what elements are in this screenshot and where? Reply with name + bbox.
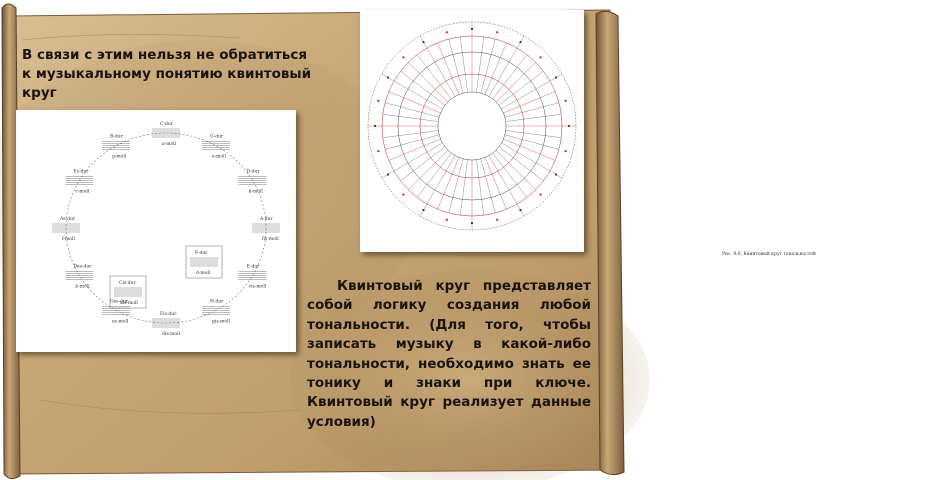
- major-key-label: Es-dur: [73, 169, 89, 175]
- minor-key-label: d-moll: [196, 271, 211, 276]
- wheel-tick-mark: [519, 209, 521, 211]
- wheel-tick-mark: [565, 150, 567, 152]
- major-key-label: H-dur: [210, 299, 224, 305]
- circle-of-fifths-staff-svg: [16, 110, 296, 352]
- wheel-caption: Рис. 9.6. Квинтовый круг тональностей: [722, 252, 816, 257]
- wheel-tick-mark: [422, 41, 424, 43]
- major-key-label: F-dur: [195, 251, 208, 256]
- circle-of-fifths-wheel-image: [360, 10, 816, 257]
- minor-key-label: h-moll: [248, 189, 263, 195]
- minor-key-label: fis-moll: [262, 237, 279, 242]
- circle-of-fifths-staff-diagram: [16, 110, 296, 352]
- heading-line-3: круг: [22, 85, 57, 101]
- minor-key-label: dis-moll: [162, 332, 181, 337]
- wheel-tick-mark: [422, 209, 424, 211]
- major-key-label: B-dur: [110, 134, 123, 140]
- wheel-tick-mark: [446, 31, 448, 33]
- major-key-label: Fis-dur: [160, 312, 177, 317]
- major-key-label: Des-dur: [73, 264, 92, 270]
- wheel-tick-mark: [568, 125, 570, 127]
- minor-key-label: b-moll: [75, 284, 90, 290]
- minor-key-label: cis-moll: [248, 284, 267, 290]
- body-paragraph: Квинтовый круг представляет собой логику создания любой тональности. (Для того, чтобы записать музыку в какой-либо тональности, необходимо знать ее тонику и знаки при ключе. Квинтовый круг реализует данные условия): [307, 278, 591, 430]
- wheel-tick-mark: [446, 219, 448, 221]
- key-signature-staff: [152, 121, 180, 147]
- wheel-tick-mark: [377, 150, 379, 152]
- minor-key-label: ais-moll: [120, 301, 138, 306]
- major-key-label: Cis-dur: [119, 281, 136, 286]
- minor-key-label: a-moll: [162, 142, 177, 147]
- key-signature-staff: [102, 134, 130, 160]
- major-key-label: Ges-dur: [110, 299, 129, 305]
- major-key-label: C-dur: [160, 122, 173, 127]
- wheel-tick-mark: [377, 100, 379, 102]
- heading-line-2: к музыкальному понятию квинтовый: [22, 66, 312, 82]
- key-signature-staff: [65, 264, 93, 290]
- wheel-tick-mark: [496, 31, 498, 33]
- wheel-tick-mark: [402, 56, 404, 58]
- key-signature-staff: [152, 311, 181, 337]
- major-key-label: A-dur: [260, 217, 273, 222]
- wheel-tick-mark: [519, 41, 521, 43]
- major-key-label: E-dur: [246, 264, 260, 270]
- wheel-tick-mark: [471, 28, 473, 30]
- minor-key-label: g-moll: [112, 154, 127, 160]
- major-key-label: D-dur: [246, 169, 260, 175]
- wheel-tick-mark: [565, 100, 567, 102]
- wheel-tick-mark: [374, 125, 376, 127]
- circle-of-fifths-wheel-svg: [360, 10, 584, 252]
- minor-key-label: e-moll: [212, 154, 227, 160]
- wheel-tick-mark: [387, 173, 389, 175]
- wheel-tick-mark: [402, 193, 404, 195]
- minor-key-label: f-moll: [62, 237, 75, 242]
- minor-key-label: c-moll: [75, 189, 90, 195]
- slide-heading: [22, 46, 362, 103]
- key-signature-staff: [202, 134, 230, 160]
- key-signature-staff: [239, 169, 267, 195]
- wheel-tick-mark: [387, 76, 389, 78]
- wheel-tick-mark: [555, 173, 557, 175]
- wheel-tick-mark: [539, 56, 541, 58]
- minor-key-label: gis-moll: [212, 319, 231, 325]
- key-signature-staff: [65, 169, 93, 195]
- wheel-tick-mark: [471, 222, 473, 224]
- wheel-tick-mark: [539, 193, 541, 195]
- key-signature-staff: [202, 298, 231, 324]
- major-key-label: As-dur: [60, 217, 76, 222]
- enharmonic-key-box: [186, 246, 222, 278]
- wheel-tick-mark: [555, 76, 557, 78]
- heading-line-1: В связи с этим нельзя не обратиться: [22, 47, 308, 63]
- key-signature-staff: [239, 264, 267, 290]
- major-key-label: G-dur: [210, 134, 224, 140]
- wheel-tick-mark: [496, 219, 498, 221]
- minor-key-label: es-moll: [112, 319, 129, 325]
